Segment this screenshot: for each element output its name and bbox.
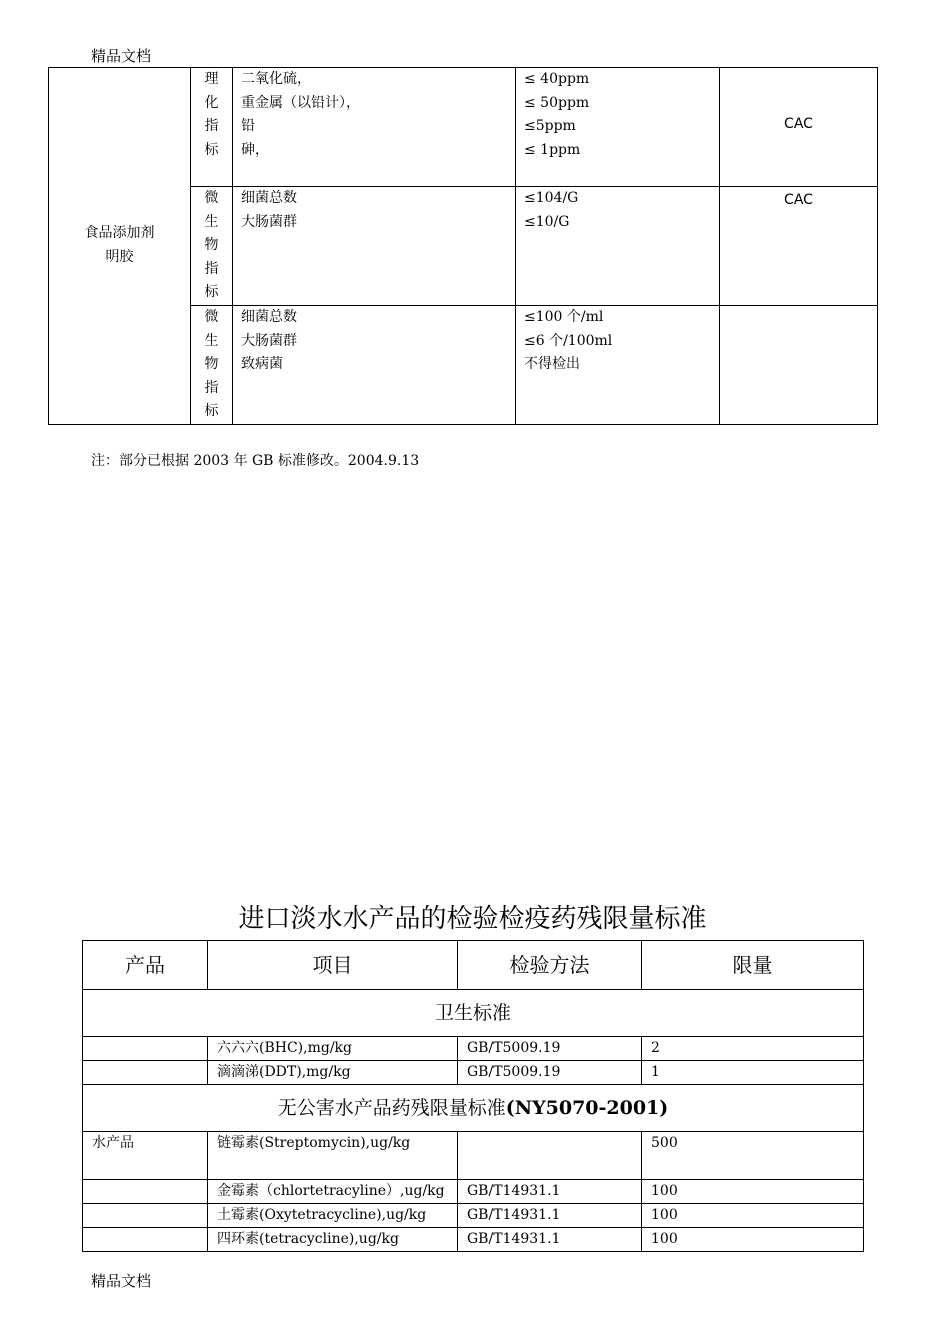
table-row [83, 1228, 864, 1252]
table-row [83, 1204, 864, 1228]
section-title: 卫生标准 [83, 990, 864, 1037]
item-cell: 链霉素(Streptomycin),ug/kg [208, 1132, 458, 1180]
standard-cell [720, 306, 878, 425]
gelatin-standards-table [48, 67, 878, 425]
method-cell: GB/T5009.19 [458, 1061, 642, 1085]
limits-cell: ≤ 40ppm ≤ 50ppm ≤5ppm ≤ 1ppm [516, 68, 720, 187]
method-cell: GB/T14931.1 [458, 1228, 642, 1252]
limit-cell: 100 [642, 1228, 864, 1252]
section-row [83, 990, 864, 1037]
method-cell: GB/T5009.19 [458, 1037, 642, 1061]
page-footer: 精品文档 [91, 1272, 152, 1290]
table-row [49, 68, 878, 187]
header-method: 检验方法 [458, 941, 642, 990]
table-row [83, 1037, 864, 1061]
section-code: (NY5070-2001) [505, 1096, 669, 1119]
product-cell [83, 1061, 208, 1085]
revision-note: 注：部分已根据 2003 年 GB 标准修改。2004.9.13 [91, 453, 420, 469]
table-row [83, 1180, 864, 1204]
table-row [83, 1132, 864, 1180]
header-limit: 限量 [642, 941, 864, 990]
method-cell: GB/T14931.1 [458, 1180, 642, 1204]
product-name-line1: 食品添加剂 [84, 225, 155, 242]
standard-cell: CAC [720, 187, 878, 306]
limit-cell: 1 [642, 1061, 864, 1085]
header-product: 产品 [83, 941, 208, 990]
category-cell: 微 生 物 指 标 [191, 187, 233, 306]
product-cell [83, 1228, 208, 1252]
page-title: 进口淡水水产品的检验检疫药残限量标准 [238, 904, 707, 934]
items-cell: 细菌总数 大肠菌群 [233, 187, 516, 306]
item-cell: 四环素(tetracycline),ug/kg [208, 1228, 458, 1252]
category-cell: 理 化 指 标 [191, 68, 233, 187]
item-cell: 六六六(BHC),mg/kg [208, 1037, 458, 1061]
limit-cell: 2 [642, 1037, 864, 1061]
item-cell: 金霉素（chlortetracyline）,ug/kg [208, 1180, 458, 1204]
limits-cell: ≤100 个/ml ≤6 个/100ml 不得检出 [516, 306, 720, 425]
product-cell: 水产品 [83, 1132, 208, 1180]
item-cell: 土霉素(Oxytetracycline),ug/kg [208, 1204, 458, 1228]
section-title: 无公害水产品药残限量标准(NY5070-2001) [83, 1085, 864, 1132]
limit-cell: 500 [642, 1132, 864, 1180]
product-name-line2: 明胶 [105, 248, 134, 265]
table-row [83, 1061, 864, 1085]
items-cell: 二氧化硫， 重金属（以铅计）， 铅 砷， [233, 68, 516, 187]
product-cell [83, 1037, 208, 1061]
category-cell: 微 生 物 指 标 [191, 306, 233, 425]
header-item: 项目 [208, 941, 458, 990]
method-cell [458, 1132, 642, 1180]
method-cell: GB/T14931.1 [458, 1204, 642, 1228]
limits-cell: ≤104/G ≤10/G [516, 187, 720, 306]
section-row [83, 1085, 864, 1132]
page-header: 精品文档 [91, 47, 152, 65]
table-header-row [83, 941, 864, 990]
product-cell [83, 1180, 208, 1204]
item-cell: 滴滴涕(DDT),mg/kg [208, 1061, 458, 1085]
product-cell [49, 68, 191, 425]
standard-cell: CAC [720, 68, 878, 187]
items-cell: 细菌总数 大肠菌群 致病菌 [233, 306, 516, 425]
limit-cell: 100 [642, 1204, 864, 1228]
drug-residue-table [82, 940, 864, 1252]
product-cell [83, 1204, 208, 1228]
limit-cell: 100 [642, 1180, 864, 1204]
